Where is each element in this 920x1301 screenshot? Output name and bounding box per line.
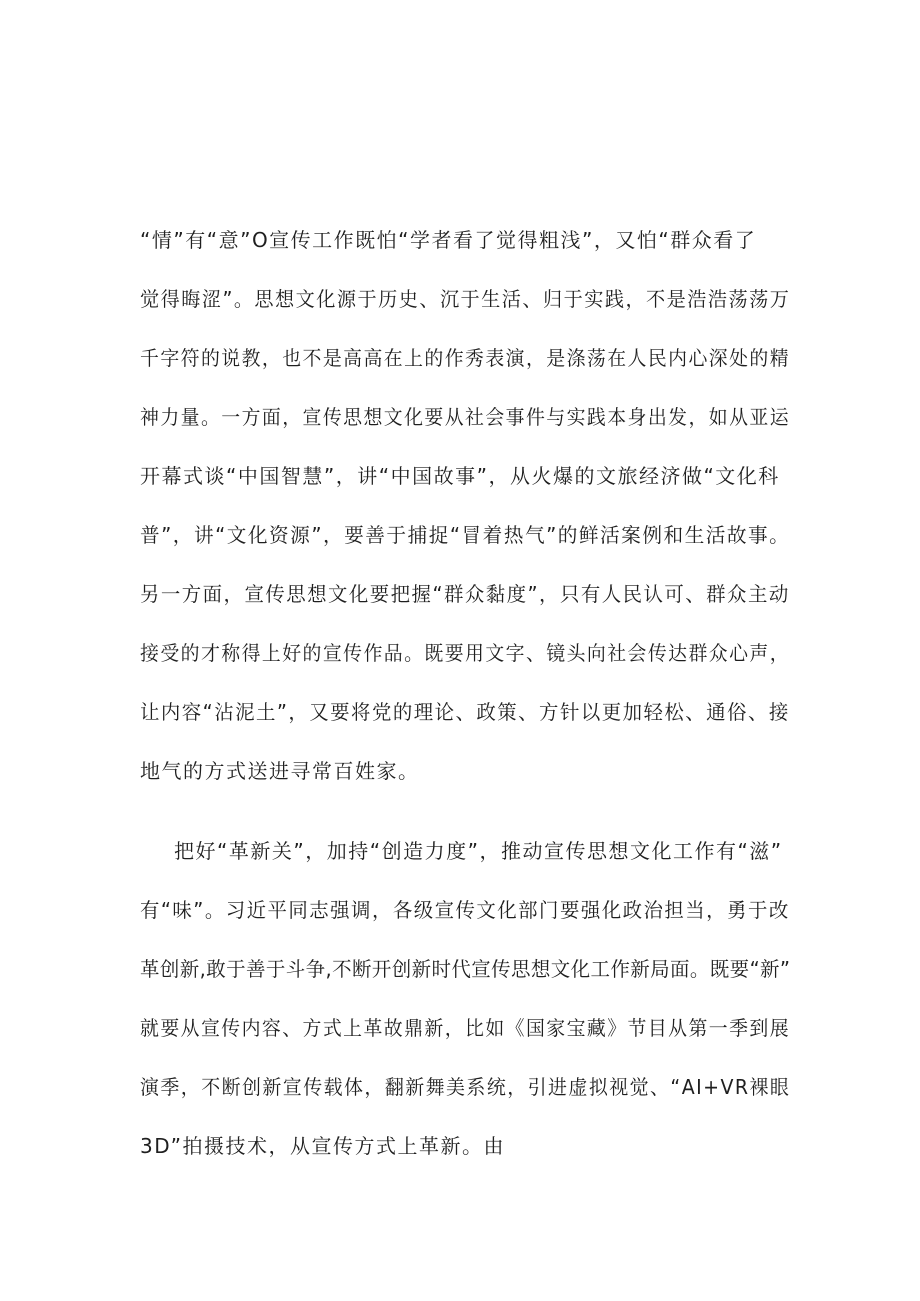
text-line: 另一方面，宣传思想文化要把握“群众黏度”，只有人民认可、群众主动 [140, 582, 790, 606]
text-line: 演季，不断创新宣传载体，翻新舞美系统，引进虚拟视觉、“AI+VR裸眼 [140, 1075, 791, 1099]
text-line: 地气的方式送进寻常百姓家。 [140, 759, 420, 783]
text-line: 普”，讲“文化资源”，要善于捕捉“冒着热气”的鲜活案例和生活故事。 [140, 523, 791, 547]
text-line: 让内容“沾泥土”，又要将党的理论、政策、方针以更加轻松、通俗、接 [140, 700, 790, 724]
text-line: 把好“革新关”，加持“创造力度”，推动宣传思想文化工作有“滋” [174, 839, 783, 863]
text-line: 开幕式谈“中国智慧”，讲“中国故事”，从火爆的文旅经济做“文化科 [140, 464, 780, 488]
text-line: 革创新,敢于善于斗争,不断开创新时代宣传思想文化工作新局面。既要“新” [140, 957, 791, 981]
text-line: 神力量。一方面，宣传思想文化要从社会事件与实践本身出发，如从亚运 [140, 405, 791, 429]
text-line: 千字符的说教，也不是高高在上的作秀表演，是涤荡在人民内心深处的精 [140, 346, 791, 370]
text-line: 接受的才称得上好的宣传作品。既要用文字、镜头向社会传达群众心声， [140, 641, 791, 665]
text-line: 觉得晦涩”。思想文化源于历史、沉于生活、归于实践，不是浩浩荡荡万 [140, 287, 791, 311]
text-line: “情”有“意”O宣传工作既怕“学者看了觉得粗浅”，又怕“群众看了 [140, 228, 757, 252]
text-line: 就要从宣传内容、方式上革故鼎新，比如《国家宝藏》节目从第一季到展 [140, 1016, 791, 1040]
text-line: 有“味”。习近平同志强调，各级宣传文化部门要强化政治担当，勇于改 [140, 898, 790, 922]
text-line: 3D”拍摄技术，从宣传方式上革新。由 [140, 1134, 505, 1158]
